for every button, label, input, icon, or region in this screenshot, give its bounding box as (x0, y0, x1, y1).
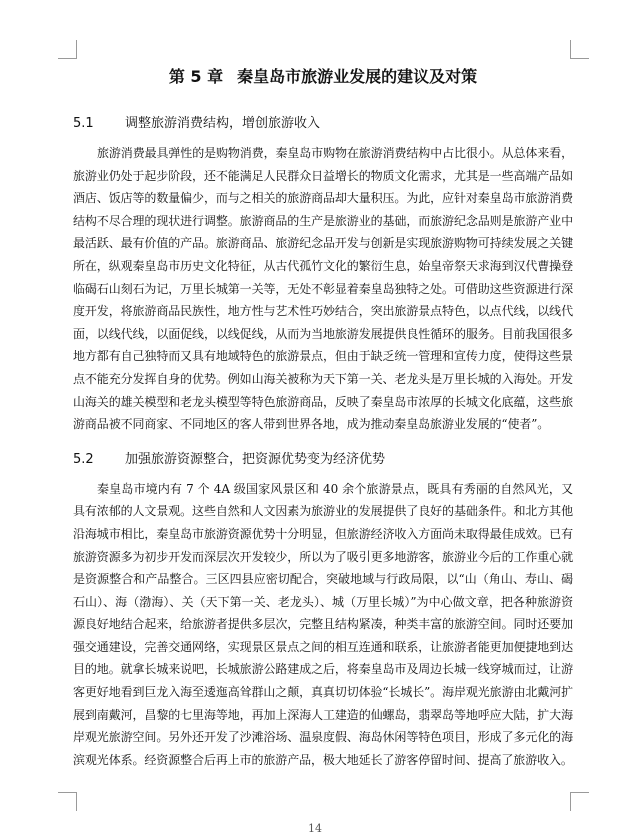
chapter-title (73, 62, 573, 92)
crop-mark-bottom-right (570, 792, 589, 811)
section-title: 调整旅游消费结构，增创旅游收入 (125, 116, 321, 131)
section-number: 5.2 (73, 451, 94, 467)
chapter-label: 第 5 章 (168, 67, 224, 86)
crop-mark-top-left (58, 40, 77, 59)
section-number: 5.1 (73, 116, 94, 131)
crop-mark-top-right (570, 40, 589, 59)
section-paragraph: 秦皇岛市境内有 7 个 4A 级国家风景区和 40 余个旅游景点，既具有秀丽的自然风光，又具有浓郁的人文景观。这些自然和人文因素为旅游业的发展提供了良好的基础条件。和北方其他沿海城市相比，秦皇岛市旅游资源优势十分明显，但旅游经济收入方面尚未取得最佳成效。已有旅游资源多为初步开发而深层次开发较少，所以为了吸引更多地游客，旅游业今后的工作重心就是资源整合和产品整合。三区四县应密切配合，突破地域与行政局限，以“山（角山、寿山、碣石山）、海（渤海）、关（天下第一关、老龙头）、城（万里长城）”为中心做文章，把各种旅游资源良好地结合起来，给旅游者提供多层次，完整且结构紧凑，种类丰富的旅游空间。同时还要加强交通建设，完善交通网络，实现景区景点之间的相互连通和联系，让旅游者能更加便捷地到达目的地。就拿长城来说吧，长城旅游公路建成之后，将秦皇岛市及周边长城一线穿城而过，让游客更好地看到巨龙入海至逶迤高耸群山之颠，真真切切体验“长城长”。海岸观光旅游由北戴河扩展到南戴河，昌黎的七里海等地，再加上深海人工建造的仙螺岛，翡翠岛等地呼应大陆，扩大海岸观光旅游空间。另外还开发了沙滩浴场、温泉度假、海岛休闲等特色项目，形成了多元化的海滨观光体系。经资源整合后再上市的旅游产品，极大地延长了游客停留时间、提高了旅游收入。 (73, 481, 573, 767)
section-heading-5-2 (73, 450, 573, 470)
page-number: 14 (308, 822, 322, 835)
crop-mark-bottom-left (58, 792, 77, 811)
section-paragraph: 旅游消费最具弹性的是购物消费，秦皇岛市购物在旅游消费结构中占比很小。从总体来看，旅游业仍处于起步阶段，还不能满足人民群众日益增长的物质文化需求，尤其是一些高端产品如酒店、饭店等的数量偏少，而与之相关的旅游商品却大量积压。为此，应针对秦皇岛市旅游消费结构不尽合理的现状进行调整。旅游商品的生产是旅游业的基础，而旅游纪念品则是旅游产业中最活跃、最有价值的产品。旅游商品、旅游纪念品开发与创新是实现旅游购物可持续发展之关键所在，纵观秦皇岛市历史文化特征，从古代孤竹文化的繁衍生息，始皇帝祭天求海到汉代曹操登临碣石山刻石为记，万里长城第一关等，无处不彰显着秦皇岛独特之处。可借助这些资源进行深度开发，将旅游商品民族性，地方性与艺术性巧妙结合，突出旅游景点特色，以点代线，以线代面，以线代线，以面促线，以线促线，从而为当地旅游发展提供良性循环的服务。目前我国很多地方都有自己独特而又具有地域特色的旅游景点，但由于缺乏统一管理和宣传力度，使得这些景点不能充分发挥自身的优势。例如山海关被称为天下第一关、老龙头是万里长城的入海处。开发山海关的雄关模型和老龙头模型等特色旅游商品，反映了秦皇岛市浓厚的长城文化底蕴，这些旅游商品被不同商家、不同地区的客人带到世界各地，成为推动秦皇岛旅游业发展的“使者”。 (73, 146, 574, 432)
section-heading-5-1 (73, 114, 573, 134)
page-content (73, 62, 573, 771)
section-title: 加强旅游资源整合，把资源优势变为经济优势 (125, 451, 386, 467)
chapter-title-text: 秦皇岛市旅游业发展的建议及对策 (237, 67, 478, 86)
